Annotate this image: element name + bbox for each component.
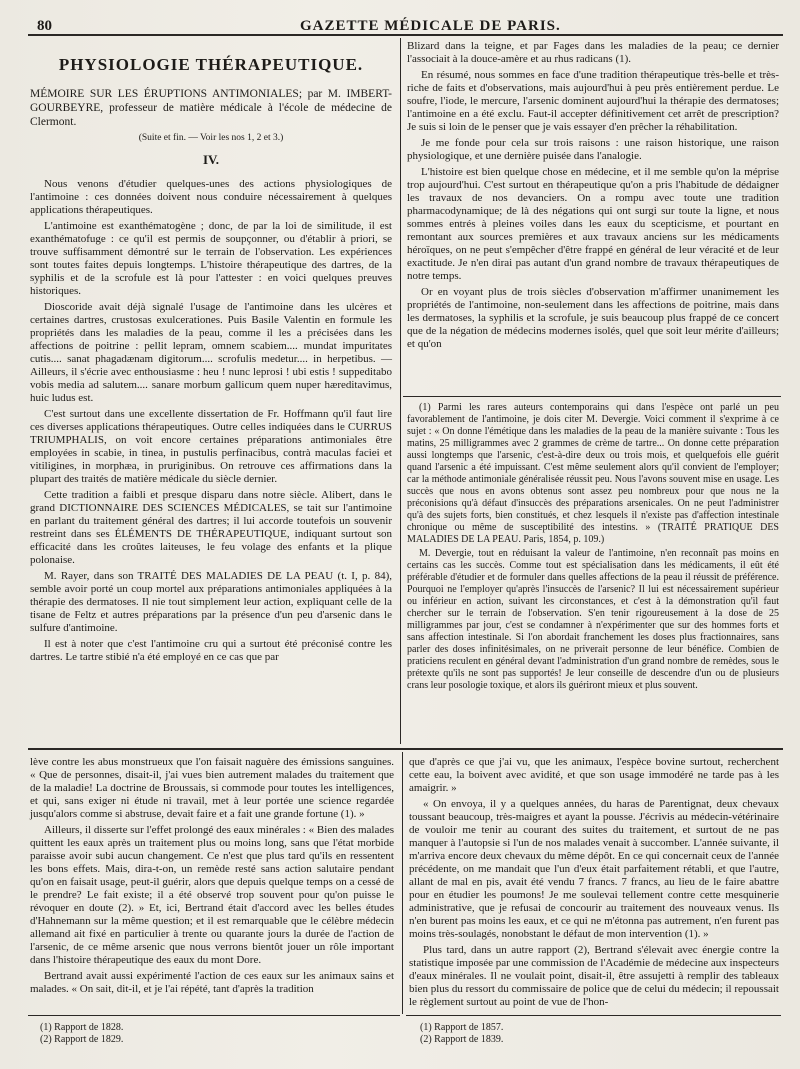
continuation-note: (Suite et fin. — Voir les nos 1, 2 et 3.) [138,133,284,143]
lower-left-column [30,756,394,999]
lower-right-footnotes [420,1022,770,1046]
paragraph: « On envoya, il y a quelques années, du haras de Parentignat, deux chevaux toussant beaucoup, très-maigres et ayant la pousse. J'écrivis au médecin-vétérinaire de vouloir me tenir au courant des suites du traitement, et surtout de ne pas manquer à l'autopsie si l'un de nos malades venait à succomber. L'année suivante, il m'arriva encore deux chevaux du même dépôt. En ce qui concernait ceux de l'année précédente, on me mandait que l'un d'eux était parfaitement rétabli, et que l'autre, allant de mal en pis, avait été vendu 7 francs. 7 francs, au lieu de le faire abattre pour en étudier les poumons! Je me soulevai tellement contre cette mesquinerie administrative, que je refusai de concourir au traitement des nouveaux venus. Ils n'en burent pas moins les eaux, et ce qui ne m'étonna pas autrement, n'en furent pas moins très-soulagés, nonobstant le défaut de mon intervention (1). » [409,798,779,940]
paragraph: C'est surtout dans une excellente dissertation de Fr. Hoffmann qu'il faut lire ces diverses applications thérapeutiques. Outre celles indiquées dans le CURRUS TRIUMPHALIS, on voit encore certaines préparations antimoniales être employées in scabie, in tinea, in pustulis perfinacibus, contrà maculas faciei et vitiligines, in morphæa, in pruriginibus. On retrouve ces affirmations dans la plupart des traités de matière médicale du siècle dernier. [30,408,392,485]
paragraph: lève contre les abus monstrueux que l'on faisait naguère des émissions sanguines. « Que de personnes, disait-il, j'ai vues bien autrement malades du traitement que de la maladie! La doctrine de Broussais, si commode pour toutes les intelligences, et qui, sans exiger ni étude ni travail, met à leur portée une science regardée jusqu'alors comme si abstruse, devait faire et a fait une grande fortune (1). » [30,756,394,820]
column-divider-lower [402,752,403,1014]
paragraph: L'antimoine est exanthématogène ; donc, de par la loi de similitude, il est exanthématofuge : ce qu'il est permis de soupçonner, ou d'établir à priori, se trouve suffisamment démontré sur le terrain de l'observation. Les expériences sont toutes faites depuis longtemps. L'histoire thérapeutique des dartres, de la syphilis et de la scrofule est là pour l'attester : en voici quelques preuves historiques. [30,220,392,297]
page-header [0,10,800,34]
footnote: (1) Parmi les rares auteurs contemporains qui dans l'espèce ont parlé un peu favorablement de l'antimoine, je dois citer M. Devergie. Voici comment il s'exprime à ce sujet : « On donne l'émétique dans les maladies de la peau de la manière suivante : Tous les matins, 25 milligrammes avec 2 grammes de crème de tartre... On donne cette préparation aussi longtemps que l'arsenic, c'est-à-dire deux ou trois mois, et quelquefois elle guérit quand l'arsenic a été impuissant. C'est même seulement alors qu'il convient de l'employer; car la méthode antimoniale généralisée réussit peu. Nous l'avons souvent mise en usage. Les succès que nous en avons obtenus sont assez peu nombreux pour que nous ne la préconisions qu'à défaut d'insuccès des préparations arsenicales. On ne peut l'administrer qu'à des sujets forts, bien constitués, et chez lesquels il n'existe pas d'affection intestinale chronique ou même de susceptibilité des intestins. » (TRAITÉ PRATIQUE DES MALADIES DE LA PEAU. Paris, 1854, p. 109.) [407,402,779,545]
footnote: M. Devergie, tout en réduisant la valeur de l'antimoine, n'en reconnaît pas moins en certains cas les succès. Comme tout est spécialisation dans les médicaments, il eût été préférable d'étudier et de formuler dans quelles affections de la peau il réussit de préférence. Pourquoi ne l'employer qu'après l'insuccès de l'arsenic? Il lui est nécessairement supérieur ou inférieur en action, suivant les circonstances, et c'est à la démonstration qu'il faut chercher sur le terrain de l'observation. S'en tenir rigoureusement à la dose de 25 milligrammes par jour, c'est se condamner à n'expérimenter que sur des hommes forts et sans affection intestinale. Si l'on abordait franchement les doses plus fractionnaires, sans parler des doses infinitésimales, on ne priverait personne de leur bénéfice. Combien de praticiens reculent en général devant l'administration d'un grand nombre de remèdes, sous le prétexte qu'ils ne sont pas supportés! Je leur conseille de descendre d'un ou de plusieurs crans leur posologie toxique, et alors ils guériront mieux et plus souvent. [407,548,779,691]
paragraph: Je me fonde pour cela sur trois raisons : une raison historique, une raison physiologique, et une dernière puisée dans l'analogie. [407,137,779,162]
header-rule [28,34,783,36]
memoir-title: MÉMOIRE SUR LES ÉRUPTIONS ANTIMONIALES; par M. IMBERT-GOURBEYRE, professeur de matière médicale à l'école de médecine de Clermont. [30,88,392,128]
footnote: (2) Rapport de 1829. [40,1034,124,1045]
paragraph: Bertrand avait aussi expérimenté l'action de ces eaux sur les animaux sains et malades. « On sait, dit-il, et je l'ai répété, tant d'après la tradition [30,970,394,995]
article-footnotes [407,402,779,694]
paragraph: Il est à noter que c'est l'antimoine cru qui a surtout été préconisé contre les dartres. Le tartre stibié n'a été employé en ce cas que par [30,638,392,663]
paragraph: L'histoire est bien quelque chose en médecine, et il me semble qu'on la méprise trop aujourd'hui. C'est surtout en thérapeutique qu'on a pris l'habitude de dédaigner les travaux de nos devanciers. On a rompu avec toute une tradition pharmacodynamique; de là des négations qui ont surgi sur toute la ligne, et nous sommes entrés à pleines voiles dans les eaux du scepticisme, et pourtant en remontant aux sources premières et aux travaux anciens sur les médicaments héroïques, on ne peut s'empêcher d'être frappé en général de leur véracité et de leur exactitude. Je n'en dirai pas autant d'un grand nombre de travaux thérapeutiques de notre temps. [407,166,779,282]
footnote-rule-lower-left [28,1015,400,1016]
page-number: 80 [37,18,52,34]
footnote: (1) Rapport de 1828. [40,1022,124,1033]
lower-left-footnotes [40,1022,390,1046]
footnote: (2) Rapport de 1839. [420,1034,504,1045]
paragraph: En résumé, nous sommes en face d'une tradition thérapeutique très-belle et très-riche de faits et d'observations, mais aujourd'hui à peu près entièrement perdue. Le soufre, l'iode, le mercure, l'arsenic dominent aujourd'hui la thérapie des dermatoses; l'antimoine en a été exclu. Faut-il accepter définitivement cet arrêt de prescription? Je suis si loin de le penser que je vais essayer d'en prêcher la réhabilitation. [407,69,779,133]
paragraph: M. Rayer, dans son TRAITÉ DES MALADIES DE LA PEAU (t. I, p. 84), semble avoir porté un coup mortel aux préparations antimoniales appliquées à la thérapie des dermatoses. Il nie tout simplement leur action, expliquant celle de la tisane de Feltz et autres préparations par la présence d'un peu d'arsenic dans le sulfure d'antimoine. [30,570,392,634]
footnote: (1) Rapport de 1857. [420,1022,504,1033]
paragraph: Plus tard, dans un autre rapport (2), Bertrand s'élevait avec énergie contre la statistique imposée par une commission de l'Académie de médecine aux inspecteurs d'eaux minérales. Il ne voulait point, disait-il, être assujetti à remplir des tableaux bien plus du ressort du commissaire de police que de celui du médecin; il repoussait le règlement surtout au point de vue de l'hon- [409,944,779,1008]
paragraph: Blizard dans la teigne, et par Fages dans les maladies de la peau; ce dernier l'associait à la douce-amère et au rhus radicans (1). [407,40,779,65]
article-left-column [30,40,392,667]
section-number: IV. [202,152,220,167]
column-divider-upper [400,38,401,744]
paragraph: Nous venons d'étudier quelques-unes des actions physiologiques de l'antimoine : ces données doivent nous conduire nécessairement à quelques applications thérapeutiques. [30,178,392,216]
section-title: PHYSIOLOGIE THÉRAPEUTIQUE. [58,55,364,74]
section-break-rule [28,748,783,750]
article-right-column [407,40,779,354]
footnote-rule-lower-right [406,1015,781,1016]
lower-right-column [409,756,779,1012]
footnote-rule-right [403,396,781,397]
paragraph: Ailleurs, il disserte sur l'effet prolongé des eaux minérales : « Bien des malades quittent les eaux après un traitement plus ou moins long, sans que l'état morbide paraisse avoir subi aucun changement. Ce n'est que plus tard qu'ils en ressentent les bons effets. Mais, dira-t-on, un remède resté sans action salutaire pendant qu'on en faisait usage, peut-il guérir, alors que depuis quelque temps on a cessé de le prendre? Le fait existe; il a été observé trop souvent pour qu'on puisse le révoquer en doute (2). » Et, ici, Bertrand était d'accord avec les belles études d'Hahnemann sur la même question; et il est remarquable que le célèbre médecin allemand ait fixé en particulier à trente ou quarante jours la durée de l'action de l'arsenic, de ce même arsenic que nous verrons bientôt jouer un rôle important dans l'histoire thérapeutique des eaux du mont Dore. [30,824,394,966]
running-title: GAZETTE MÉDICALE DE PARIS. [300,18,561,34]
paragraph: Cette tradition a faibli et presque disparu dans notre siècle. Alibert, dans le grand DICTIONNAIRE DES SCIENCES MÉDICALES, se tait sur l'antimoine en parlant du traitement général des dartres; il lui accorde toutefois un souvenir restreint dans ses ÉLÉMENTS DE THÉRAPEUTIQUE, indiquant surtout son efficacité dans les croûtes laiteuses, le feu volage des enfants et la plique polonaise. [30,489,392,566]
paragraph: que d'après ce que j'ai vu, que les animaux, l'espèce bovine surtout, recherchent cette eau, la boivent avec avidité, et que son usage immodéré ne tarde pas à les amaigrir. » [409,756,779,794]
paragraph: Dioscoride avait déjà signalé l'usage de l'antimoine dans les ulcères et certaines dartres, crustosas exulcerationes. Puis Basile Valentin en formule les propriétés dans les maladies de la peau, comme il les a précisées dans les affections de poitrine : pellit lepram, omnem scabiem.... mundat impuritates cutis.... sanat phagadænam digitorum.... scrofulis medetur.... in herpetibus. — Ailleurs, il s'écrie avec enthousiasme : heu ! nunc leprosi ! ubi estis ! suppeditabo vobis media ad salutem.... sanare morbum gallicum quem nuper hæreditavimus, huic ludus est. [30,301,392,404]
paragraph: Or en voyant plus de trois siècles d'observation m'affirmer unanimement les propriétés de l'antimoine, non-seulement dans les affections de poitrine, mais dans les dermatoses, la syphilis et la scrofule, je suis beaucoup plus frappé de ce concert que de la négation de médecins modernes isolés, quel que soit leur mérite d'ailleurs; et qu'on [407,286,779,350]
